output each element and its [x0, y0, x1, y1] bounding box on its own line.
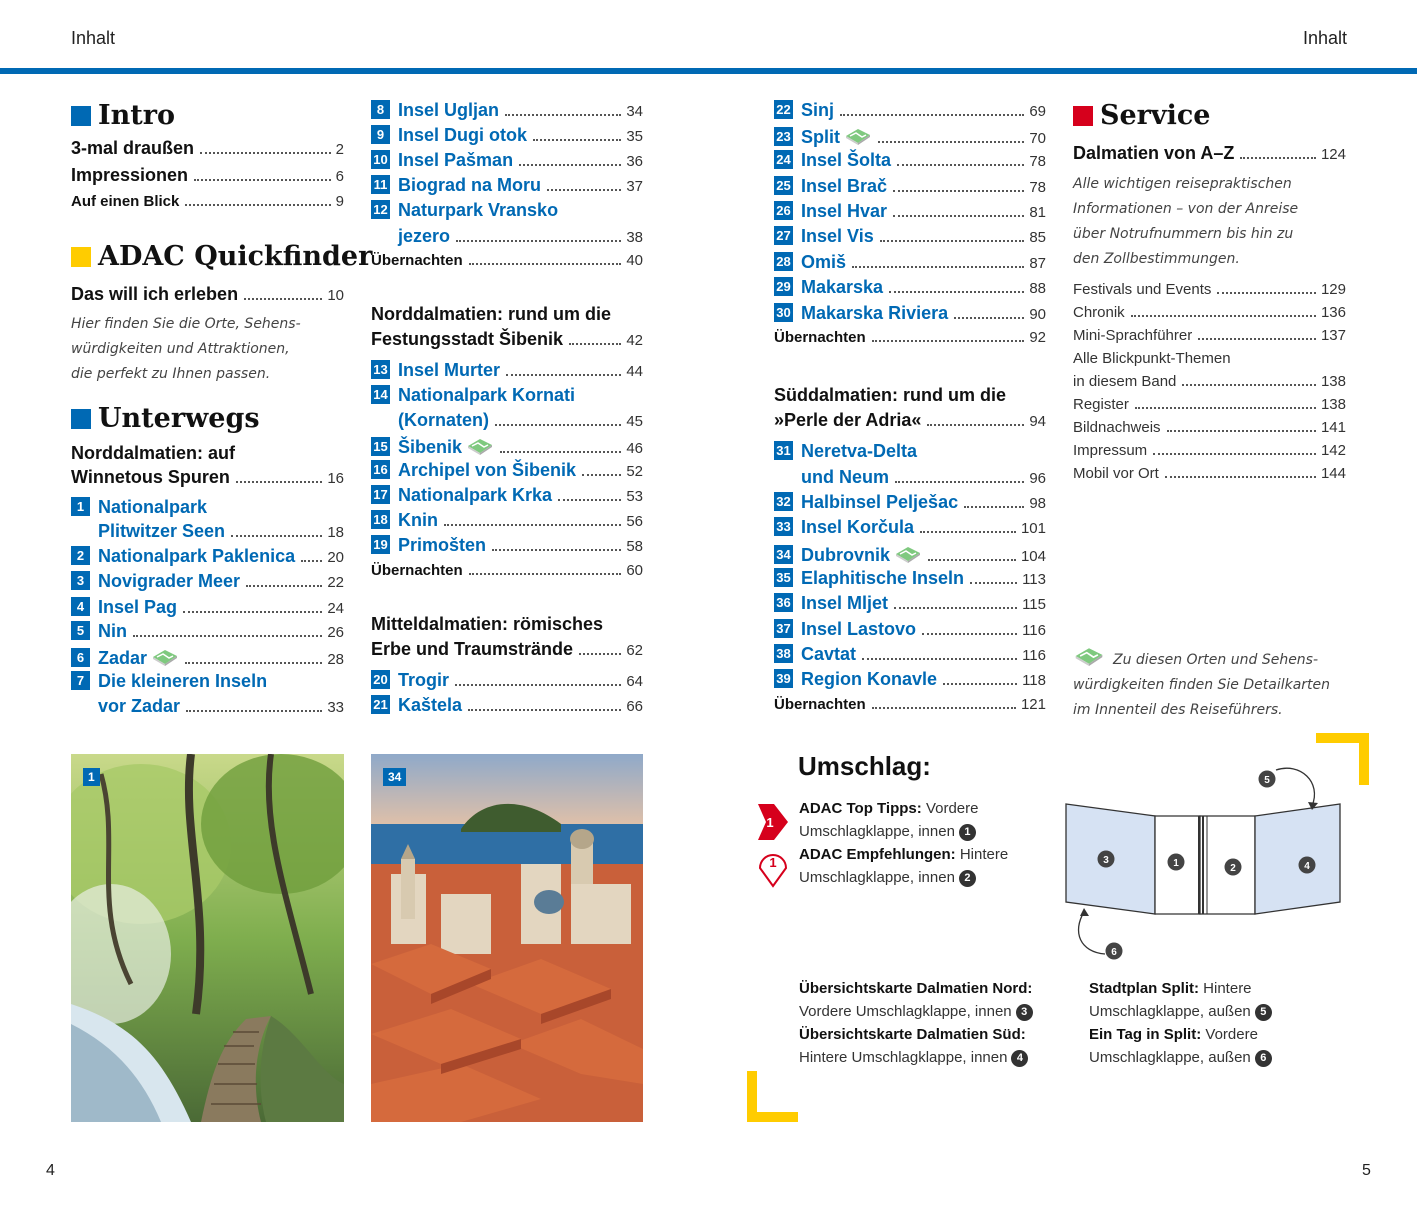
toc-row[interactable]: [71, 284, 344, 305]
toc-page: 85: [1029, 229, 1046, 246]
toc-row[interactable]: und Neum 96: [801, 467, 1046, 487]
toc-page: 113: [1022, 571, 1046, 588]
entry-number: 30: [774, 303, 793, 322]
detail-map-icon: [1073, 646, 1105, 666]
toc-page: 116: [1022, 622, 1046, 639]
toc-row[interactable]: 34 Dubrovnik 104: [774, 543, 1046, 566]
running-head-right: Inhalt: [1302, 28, 1347, 48]
entry-number: 24: [774, 150, 793, 169]
photo-dubrovnik: [371, 754, 643, 1122]
entry-number: 38: [774, 644, 793, 663]
toc-label: Auf einen Blick: [71, 193, 180, 210]
toc-page: 78: [1029, 179, 1046, 196]
toc-page: 69: [1029, 103, 1046, 120]
svg-text:2: 2: [1230, 863, 1236, 874]
toc-page: 10: [327, 287, 344, 304]
toc-row[interactable]: 16 Archipel von Šibenik 52: [371, 460, 643, 481]
region-heading: Mitteldalmatien: römisches: [371, 614, 604, 634]
toc-page: 9: [335, 193, 344, 210]
circle-number: 1: [959, 824, 976, 841]
entry-number: 34: [774, 545, 793, 564]
toc-row[interactable]: Mini-Sprachführer 137: [1073, 327, 1346, 344]
section-title: Intro: [98, 100, 175, 131]
blue-square-icon: [71, 409, 91, 429]
toc-row[interactable]: 36 Insel Mljet 115: [774, 593, 1046, 614]
toc-page: 98: [1029, 495, 1046, 512]
entry-number: 35: [774, 568, 793, 587]
toc-row[interactable]: Festivals und Events 129: [1073, 281, 1346, 298]
header-rule: [0, 68, 1417, 74]
toc-label: Impressionen: [71, 165, 189, 185]
toc-page: 101: [1020, 520, 1046, 537]
forest-illustration: [71, 754, 344, 1122]
toc-row[interactable]: Festungsstadt Šibenik 42: [371, 329, 643, 349]
toc-label: Alle Blickpunkt-Themen: [1073, 350, 1231, 367]
photo-plitvice: [71, 754, 344, 1122]
svg-text:5: 5: [1264, 775, 1270, 786]
region-heading: Norddalmatien: rund um die: [371, 304, 612, 324]
svg-text:4: 4: [1304, 861, 1310, 872]
toc-row[interactable]: in diesem Band 138: [1073, 373, 1346, 390]
toc-row[interactable]: 15 Šibenik 46: [371, 435, 643, 458]
toc-row[interactable]: 33 Insel Korčula 101: [774, 517, 1046, 538]
toc-row[interactable]: 4 Insel Pag 24: [71, 597, 344, 618]
section-intro-heading: [71, 100, 175, 131]
toc-row[interactable]: 27 Insel Vis 85: [774, 226, 1046, 247]
entry-number: 25: [774, 176, 793, 195]
toc-row[interactable]: 35 Elaphitische Inseln 113: [774, 568, 1046, 589]
entry-number: 39: [774, 669, 793, 688]
detail-map-note: Zu diesen Orten und Sehens- würdigkeiten finden Sie Detailkarten im Innenteil des Reiseführers.: [1073, 644, 1330, 723]
quickfinder-description: Hier finden Sie die Orte, Sehens- würdigkeiten und Attraktionen, die perfekt zu Ihnen passen.: [71, 316, 301, 382]
section-title: Unterwegs: [98, 403, 260, 434]
detail-map-icon: [466, 437, 494, 455]
toc-row[interactable]: 28 Omiš 87: [774, 252, 1046, 273]
dubrovnik-illustration: [371, 754, 643, 1122]
toc-row[interactable]: Impressum 142: [1073, 442, 1346, 459]
toc-row[interactable]: 20 Trogir 64: [371, 670, 643, 691]
entry-number: 1: [71, 497, 90, 516]
toc-row[interactable]: 13 Insel Murter 44: [371, 360, 643, 381]
toc-page: 70: [1029, 130, 1046, 147]
blue-square-icon: [71, 106, 91, 126]
toc-row[interactable]: Plitwitzer Seen 18: [98, 521, 344, 541]
toc-row[interactable]: 3 Novigrader Meer 22: [71, 571, 344, 592]
entry-number: 22: [774, 100, 793, 119]
toc-row[interactable]: 11 Biograd na Moru 37: [371, 175, 643, 196]
toc-row[interactable]: Erbe und Traumstrände 62: [371, 639, 643, 659]
entry-number: 28: [774, 252, 793, 271]
toc-row[interactable]: 32 Halbinsel Pelješac 98: [774, 492, 1046, 513]
section-unterwegs-heading: [71, 403, 260, 434]
cover-map-nord: Übersichtskarte Dalmatien Nord: Vordere Umschlagklappe, innen 3 Übersichtskarte Dalmatien Süd: Hintere Umschlagklappe, innen 4: [799, 980, 1033, 1066]
toc-page: 104: [1020, 548, 1046, 565]
entry-number: 33: [774, 517, 793, 536]
toc-row[interactable]: Dalmatien von A–Z 124: [1073, 143, 1346, 163]
detail-map-icon: [844, 127, 872, 145]
toc-page: 116: [1022, 647, 1046, 664]
toc-row[interactable]: 23 Split 70: [774, 125, 1046, 148]
toc-page: 6: [335, 168, 344, 185]
running-head-left: Inhalt: [71, 28, 116, 48]
toc-row[interactable]: 18 Knin 56: [371, 510, 643, 531]
circle-number: 3: [1016, 1004, 1033, 1021]
toc-page: 90: [1029, 306, 1046, 323]
svg-text:1: 1: [1173, 858, 1179, 869]
toc-entry-31[interactable]: 31 Neretva-Delta: [774, 441, 917, 462]
toc-row[interactable]: jezero 38: [398, 226, 643, 246]
toc-row[interactable]: 9 Insel Dugi otok 35: [371, 125, 643, 146]
circle-number: 6: [1255, 1050, 1272, 1067]
toc-row[interactable]: [71, 467, 344, 488]
toc-page: 2: [335, 141, 344, 158]
toc-label: Das will ich erleben: [71, 284, 239, 304]
toc-entry-1[interactable]: 1 Nationalpark: [71, 497, 207, 518]
toc-row[interactable]: 22 Sinj 69: [774, 100, 1046, 121]
cover-split: Stadtplan Split: Hintere Umschlagklappe, außen 5 Ein Tag in Split: Vordere Umschlagklappe, außen 6: [1089, 977, 1272, 1069]
toc-entry-14[interactable]: 14 Nationalpark Kornati: [371, 385, 575, 406]
toc-row[interactable]: Übernachten 60: [371, 562, 643, 579]
detail-map-icon: [151, 648, 179, 666]
toc-row[interactable]: Register 138: [1073, 396, 1346, 413]
detail-map-icon: [894, 545, 922, 563]
toc-page: 16: [327, 470, 344, 487]
toc-row[interactable]: 26 Insel Hvar 81: [774, 201, 1046, 222]
section-title: ADAC Quickfinder: [98, 241, 373, 272]
svg-text:3: 3: [1103, 855, 1109, 866]
toc-row[interactable]: 29 Makarska 88: [774, 277, 1046, 298]
entry-number: 29: [774, 277, 793, 296]
toc-page: 78: [1029, 153, 1046, 170]
toc-label: Winnetous Spuren: [71, 467, 230, 487]
toc-page: 115: [1022, 596, 1046, 613]
entry-number: 37: [774, 619, 793, 638]
toc-row[interactable]: Mobil vor Ort 144: [1073, 465, 1346, 482]
toc-row[interactable]: 25 Insel Brač 78: [774, 176, 1046, 197]
toc-row[interactable]: (Kornaten) 45: [398, 410, 643, 430]
toc-row[interactable]: vor Zadar 33: [98, 696, 344, 716]
photo-badge: 1: [83, 768, 100, 786]
circle-number: 4: [1011, 1050, 1028, 1067]
section-quickfinder-heading: [71, 241, 372, 272]
region-heading: Norddalmatien: auf: [71, 443, 236, 463]
service-description: Alle wichtigen reisepraktischen Informationen – von der Anreise über Notrufnummern bis hin zu den Zollbestimmungen.: [1073, 176, 1299, 267]
toc-entry-12[interactable]: 12 Naturpark Vransko: [371, 200, 558, 221]
entry-number: 23: [774, 127, 793, 146]
toc-page: 88: [1029, 280, 1046, 297]
toc-page: 87: [1029, 255, 1046, 272]
toc-row[interactable]: 38 Cavtat 116: [774, 644, 1046, 665]
toc-row[interactable]: [71, 193, 344, 210]
toc-page: 81: [1029, 204, 1046, 221]
photo-badge: 34: [383, 768, 406, 786]
toc-row[interactable]: 39 Region Konavle 118: [774, 669, 1046, 690]
entry-number: 32: [774, 492, 793, 511]
toc-row[interactable]: 17 Nationalpark Krka 53: [371, 485, 643, 506]
toc-row[interactable]: 37 Insel Lastovo 116: [774, 619, 1046, 640]
toc-row[interactable]: Chronik 136: [1073, 304, 1346, 321]
toc-row[interactable]: 2 Nationalpark Paklenica 20: [71, 546, 344, 567]
toc-entry-7[interactable]: 7 Die kleineren Inseln: [71, 671, 267, 692]
entry-number: 27: [774, 226, 793, 245]
empfehlung-marker-icon: [757, 846, 789, 888]
page-number-left: 4: [46, 1162, 55, 1179]
entry-number: 36: [774, 593, 793, 612]
toc-label: 3-mal draußen: [71, 138, 195, 158]
toc-row[interactable]: Bildnachweis 141: [1073, 419, 1346, 436]
toc-row[interactable]: 30 Makarska Riviera 90: [774, 303, 1046, 324]
red-square-icon: [1073, 106, 1093, 126]
toc-row[interactable]: Übernachten 92: [774, 329, 1046, 346]
toc-row[interactable]: 8 Insel Ugljan 34: [371, 100, 643, 121]
section-title: Service: [1100, 100, 1211, 131]
top-tipp-marker-icon: [756, 800, 790, 844]
yellow-square-icon: [71, 247, 91, 267]
svg-text:1: 1: [766, 815, 774, 830]
circle-number: 5: [1255, 1004, 1272, 1021]
toc-page: 118: [1022, 672, 1046, 689]
toc-row[interactable]: [71, 165, 344, 186]
toc-row[interactable]: Übernachten 121: [774, 696, 1046, 713]
cover-empfehlungen: ADAC Empfehlungen: Hintere Umschlagklappe, innen 2: [799, 846, 1009, 886]
toc-row[interactable]: 5 Nin 26: [71, 621, 344, 642]
toc-row[interactable]: [71, 138, 344, 159]
entry-number: 26: [774, 201, 793, 220]
toc-row[interactable]: 21 Kaštela 66: [371, 695, 643, 716]
region-heading: Süddalmatien: rund um die: [774, 385, 1007, 405]
toc-row[interactable]: »Perle der Adria« 94: [774, 410, 1046, 430]
toc-row[interactable]: 24 Insel Šolta 78: [774, 150, 1046, 171]
toc-row[interactable]: 19 Primošten 58: [371, 535, 643, 556]
cover-fold-diagram: [1060, 762, 1360, 964]
circle-number: 2: [959, 870, 976, 887]
page-number-right: 5: [1362, 1162, 1371, 1179]
svg-text:1: 1: [769, 855, 777, 870]
toc-row[interactable]: Übernachten 40: [371, 252, 643, 269]
umschlag-title: Umschlag:: [798, 751, 931, 781]
yellow-corner-bottom-left: [746, 1071, 800, 1123]
cover-top-tipps: ADAC Top Tipps: Vordere Umschlagklappe, innen 1: [799, 800, 979, 840]
toc-row[interactable]: 6 Zadar 28: [71, 646, 344, 669]
svg-text:6: 6: [1111, 947, 1117, 958]
toc-row[interactable]: 10 Insel Pašman 36: [371, 150, 643, 171]
section-service-heading: [1073, 100, 1210, 131]
